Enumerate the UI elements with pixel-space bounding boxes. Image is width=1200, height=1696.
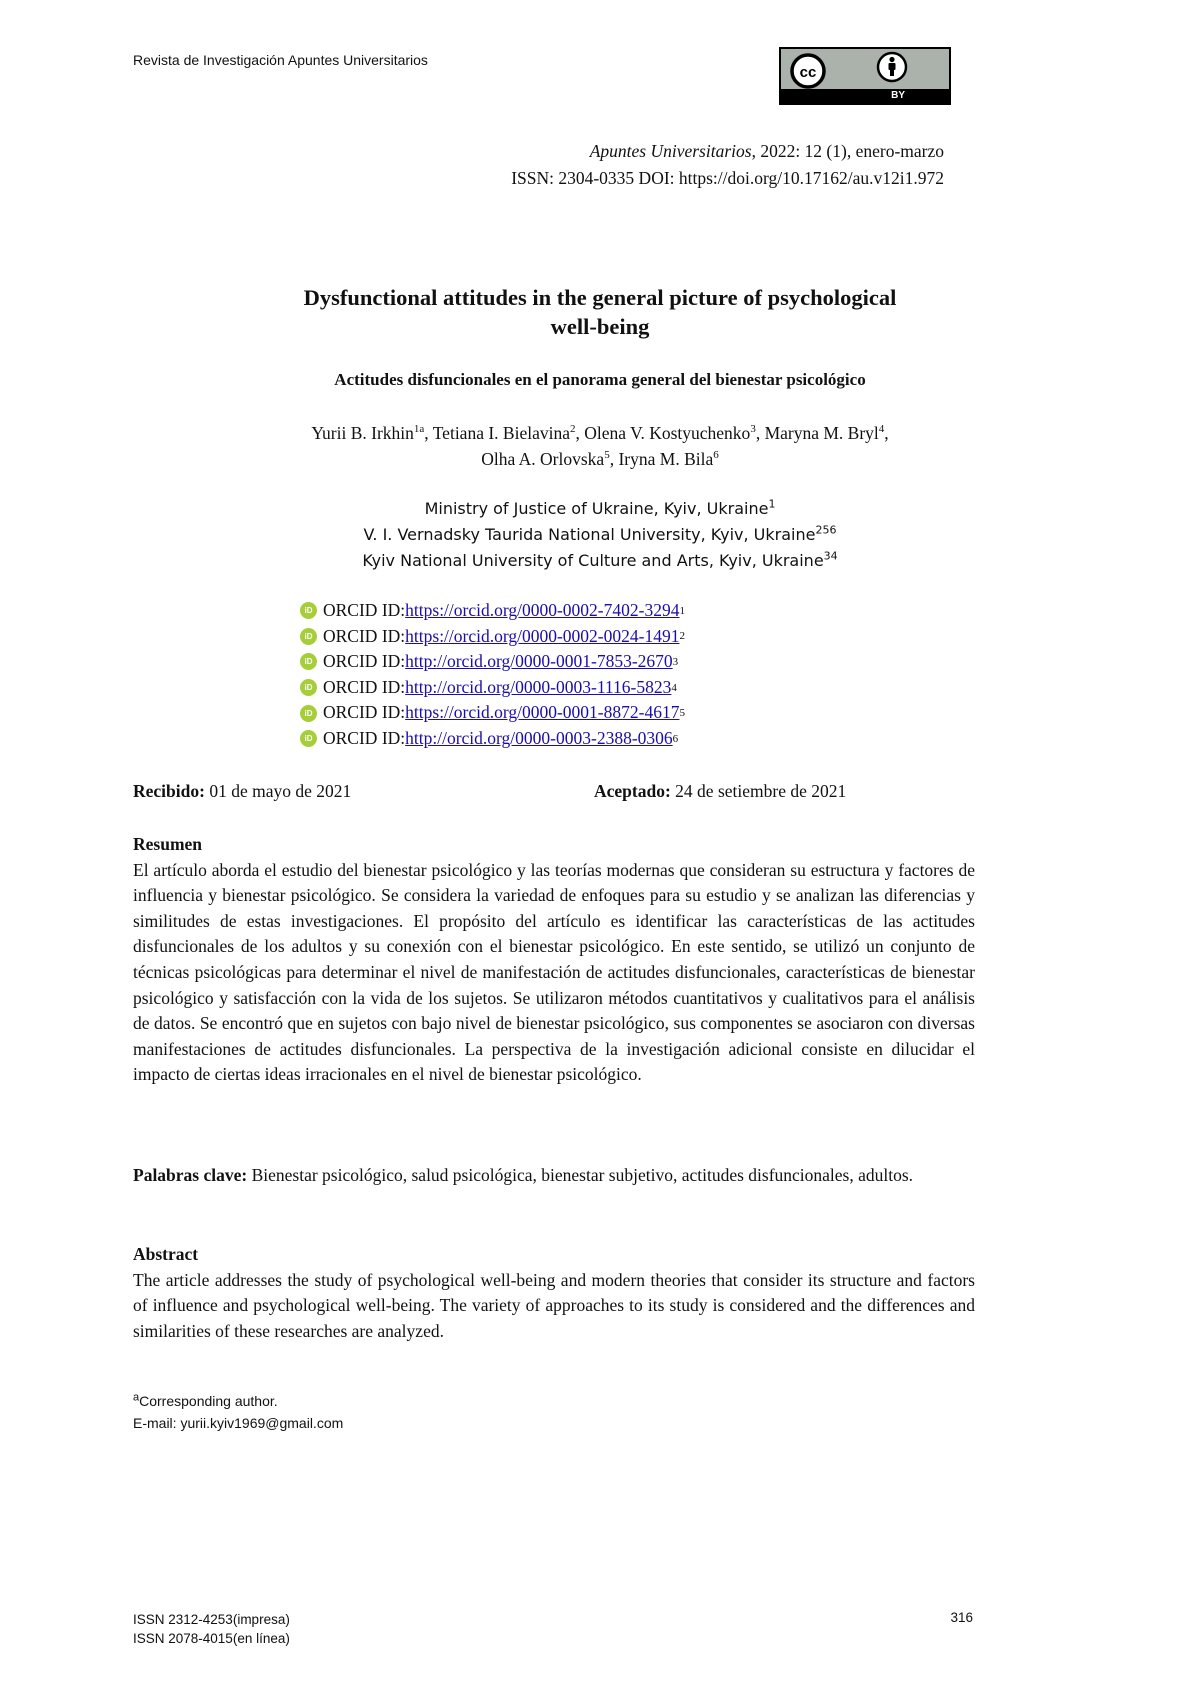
orcid-label: ORCID ID: <box>323 625 406 646</box>
title-line-2: well-being <box>550 314 650 339</box>
page-number: 316 <box>950 1610 973 1625</box>
orcid-icon: iD <box>300 705 317 722</box>
orcid-link[interactable]: https://orcid.org/0000-0001-8872-4617 <box>405 702 680 723</box>
affiliation-sup: 256 <box>815 523 837 537</box>
orcid-icon: iD <box>300 653 317 670</box>
author-sup: 6 <box>713 449 719 462</box>
abstract-heading: Abstract <box>133 1244 199 1264</box>
footnote-text: Corresponding author. <box>139 1393 278 1409</box>
author-name: Olena V. Kostyuchenko <box>584 423 751 443</box>
accepted-label: Aceptado: <box>594 781 671 801</box>
journal-name: Apuntes Universitarios <box>589 141 752 161</box>
received-date <box>133 781 351 802</box>
journal-line-2: ISSN: 2304-0335 DOI: https://doi.org/10.17162/au.v12i1.972 <box>511 168 944 188</box>
affiliation <box>0 496 1200 522</box>
orcid-row: iD ORCID ID: https://orcid.org/0000-0002-7402-3294 1 <box>300 598 685 624</box>
footnote-corresponding <box>133 1390 343 1412</box>
orcid-label: ORCID ID: <box>323 702 406 723</box>
footer-issn-online: ISSN 2078-4015(en línea) <box>133 1631 290 1646</box>
orcid-icon: iD <box>300 628 317 645</box>
footnote-email-label: E-mail: <box>133 1415 181 1431</box>
license-bar <box>781 89 949 103</box>
orcid-icon: iD <box>300 730 317 747</box>
orcid-link[interactable]: http://orcid.org/0000-0003-2388-0306 <box>405 727 673 748</box>
orcid-label: ORCID ID: <box>323 727 406 748</box>
author-line-1: Yurii B. Irkhin$^{1a}$, Tetiana I. Bielavina$^2$, Olena V. Kostyuchenko$^3$, Maryna M. Bryl$^4$, <box>311 423 889 443</box>
author-line-2: Olha A. Orlovska$^5$, Iryna M. Bila$^6$ <box>481 449 719 469</box>
author-name: Yurii B. Irkhin <box>311 423 414 443</box>
keywords-text: Bienestar psicológico, salud psicológica, bienestar subjetivo, actitudes disfuncionales, adultos. <box>247 1165 914 1185</box>
orcid-row: iD ORCID ID: https://orcid.org/0000-0001-8872-4617 5 <box>300 700 685 726</box>
author-sup: 2 <box>569 423 576 436</box>
journal-citation <box>511 138 944 192</box>
title-line-1: Dysfunctional attitudes in the general picture of psychological <box>303 285 897 310</box>
author-name: Maryna M. Bryl <box>764 423 879 443</box>
orcid-row: iD ORCID ID: http://orcid.org/0000-0003-2388-0306 6 <box>300 726 685 752</box>
affiliation-list <box>0 496 1200 574</box>
accepted-value: 24 de setiembre de 2021 <box>670 781 847 801</box>
footer-issn-print: ISSN 2312-4253(impresa) <box>133 1612 290 1627</box>
cc-by-license-badge <box>779 47 951 105</box>
orcid-row: iD ORCID ID: http://orcid.org/0000-0001-7853-2670 3 <box>300 649 685 675</box>
footnote-email[interactable]: yurii.kyiv1969@gmail.com <box>180 1415 344 1431</box>
received-value: 01 de mayo de 2021 <box>204 781 352 801</box>
abstract-text: The article addresses the study of psychological well-being and modern theories that consider its structure and factors of influence and psychological well-being. The variety of approaches to its study is considered and the differences and similarities of these researches are analyzed. <box>133 1269 975 1341</box>
abstract-section <box>133 1242 975 1344</box>
running-head: Revista de Investigación Apuntes Universitarios <box>133 52 428 68</box>
author-list <box>0 420 1200 472</box>
orcid-link[interactable]: http://orcid.org/0000-0001-7853-2670 <box>405 651 673 672</box>
orcid-link[interactable]: http://orcid.org/0000-0003-1116-5823 <box>405 676 672 697</box>
orcid-label: ORCID ID: <box>323 676 406 697</box>
author-sup: 4 <box>878 423 885 436</box>
orcid-row: iD ORCID ID: https://orcid.org/0000-0002-0024-1491 2 <box>300 624 685 650</box>
license-by-label: BY <box>891 90 905 101</box>
author-name: Iryna M. Bila <box>618 449 714 469</box>
affiliation-sup: 1 <box>768 497 776 511</box>
orcid-link[interactable]: https://orcid.org/0000-0002-7402-3294 <box>405 600 680 620</box>
resumen-text: El artículo aborda el estudio del bienestar psicológico y las teorías modernas que consideran su estructura y factores de influencia y bienestar psicológico. Se considera la variedad de enfoques para su estudio y se analizan las diferencias y similitudes de estas investigaciones. El propósito del artículo es identificar las características de las actitudes disfuncionales de los adultos y su conexión con el bienestar psicológico. En este sentido, se utilizó un conjunto de técnicas psicológicas para determinar el nivel de manifestación de actitudes disfuncionales, características de bienestar psicológico y satisfacción con la vida de los sujetos. Se utilizaron métodos cuantitativos y cualitativos para el análisis de datos. Se encontró que en sujetos con bajo nivel de bienestar psicológico, sus componentes se asociaron con diversas manifestaciones de actitudes disfuncionales. La perspectiva de la investigación adicional consiste en dilucidar el impacto de ciertas ideas irracionales en el nivel de bienestar psicológico. <box>133 859 975 1085</box>
keywords-label: Palabras clave: <box>133 1165 248 1185</box>
author-name: Tetiana I. Bielavina <box>432 423 570 443</box>
footnote-sup: a <box>133 1391 140 1404</box>
author-name: Olha A. Orlovska <box>481 449 605 469</box>
orcid-label: ORCID ID: <box>323 651 406 672</box>
footnote <box>133 1390 343 1434</box>
article-subtitle: Actitudes disfuncionales en el panorama general del bienestar psicológico <box>334 370 866 389</box>
affiliation-text: Ministry of Justice of Ukraine, Kyiv, Ukraine <box>424 499 769 518</box>
cc-icon <box>789 52 827 90</box>
affiliation <box>0 522 1200 548</box>
keywords-section <box>133 1163 975 1189</box>
author-sup: 3 <box>750 423 756 436</box>
footer-issn <box>133 1610 290 1648</box>
journal-volume: , 2022: 12 (1), enero-marzo <box>751 141 944 161</box>
affiliation-sup: 34 <box>823 549 838 563</box>
orcid-label: ORCID ID: <box>323 600 406 620</box>
orcid-icon: iD <box>300 679 317 696</box>
orcid-icon: iD <box>300 602 317 619</box>
author-sup: 5 <box>604 449 610 462</box>
author-sup: 1a <box>413 423 425 436</box>
affiliation-text: Kyiv National University of Culture and Arts, Kyiv, Ukraine <box>362 551 824 570</box>
journal-line-1 <box>511 138 944 165</box>
received-label: Recibido: <box>133 781 205 801</box>
footnote-email-line <box>133 1412 343 1434</box>
affiliation <box>0 548 1200 574</box>
orcid-list <box>300 598 685 752</box>
article-title <box>0 283 1200 341</box>
orcid-row: iD ORCID ID: http://orcid.org/0000-0003-1116-5823 4 <box>300 675 685 701</box>
resumen-section <box>133 832 975 1088</box>
svg-text:cc: cc <box>799 64 817 81</box>
accepted-date <box>594 781 846 802</box>
orcid-link[interactable]: https://orcid.org/0000-0002-0024-1491 <box>405 625 680 646</box>
attribution-icon <box>876 51 908 83</box>
affiliation-text: V. I. Vernadsky Taurida National University, Kyiv, Ukraine <box>363 525 816 544</box>
resumen-heading: Resumen <box>133 834 203 854</box>
